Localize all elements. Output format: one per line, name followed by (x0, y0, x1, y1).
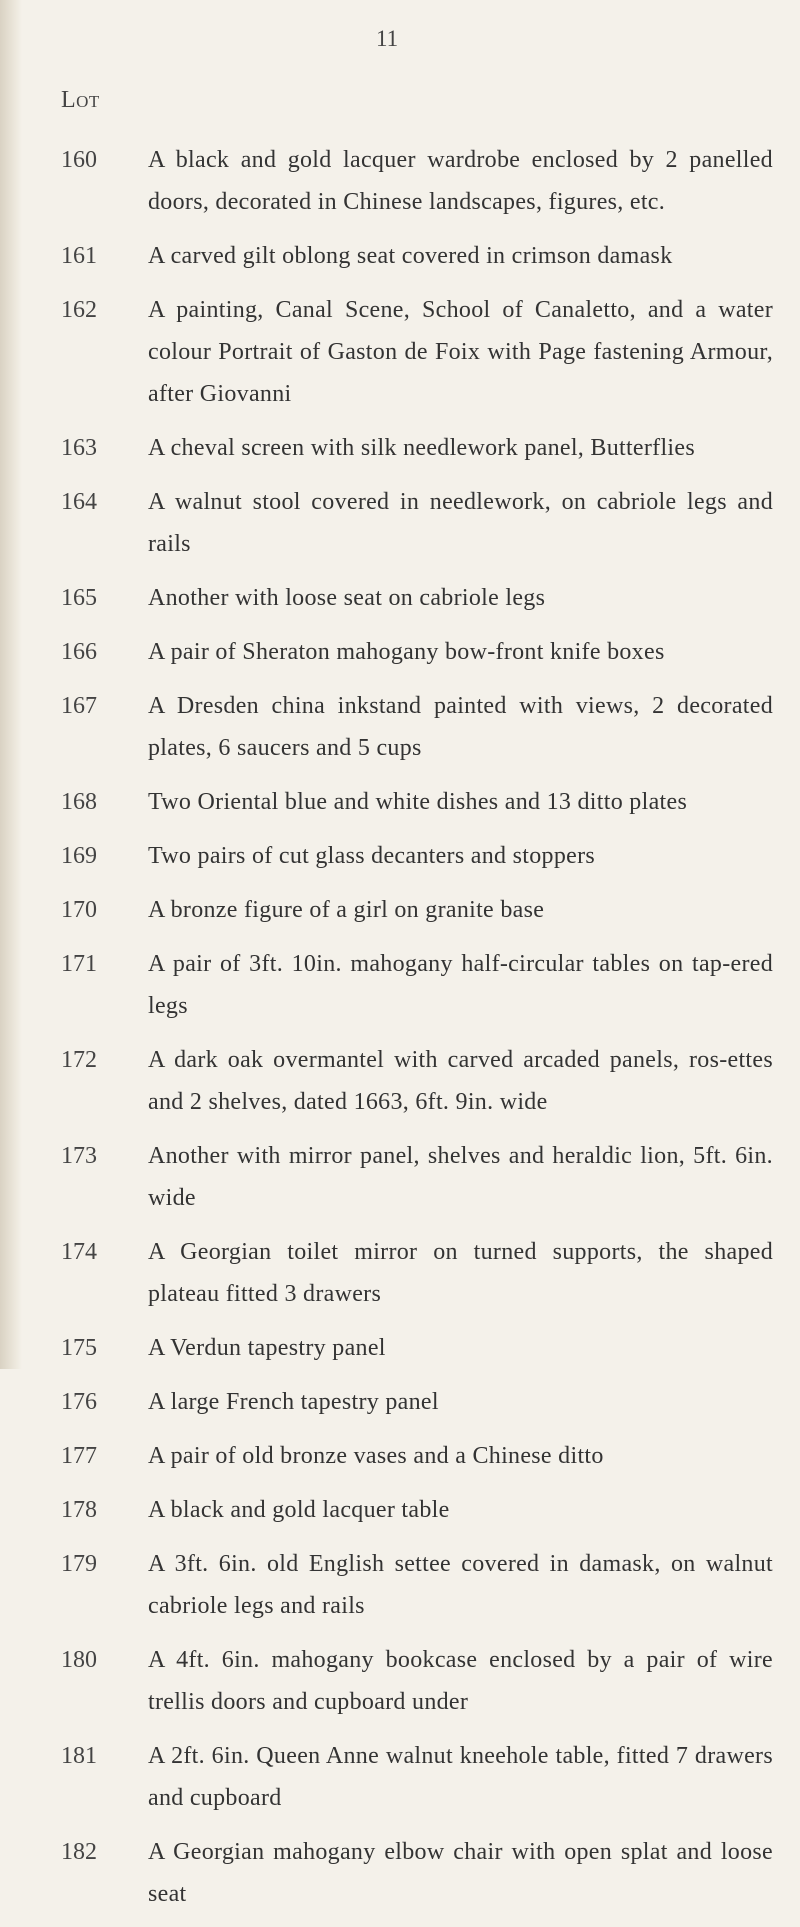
lot-entry (61, 631, 773, 673)
lot-description: A painting, Canal Scene, School of Canaletto, and a water colour Portrait of Gaston de Foix with Page fastening Armour, after Giovanni (148, 297, 773, 407)
lot-entry (61, 235, 773, 277)
lot-entry (61, 427, 773, 469)
lot-number: 181 (61, 1743, 97, 1769)
lot-number: 179 (61, 1551, 97, 1577)
lot-description: Another with loose seat on cabriole legs (148, 585, 546, 611)
lot-description: Two Oriental blue and white dishes and 13 ditto plates (148, 789, 688, 815)
lot-entry (61, 1135, 773, 1219)
lot-description: A carved gilt oblong seat covered in crimson damask (148, 243, 673, 269)
page-number: 11 (376, 26, 399, 51)
lot-description: A 4ft. 6in. mahogany bookcase enclosed by a pair of wire trellis doors and cupboard under (148, 1647, 773, 1715)
lot-description: Another with mirror panel, shelves and heraldic lion, 5ft. 6in. wide (148, 1143, 773, 1211)
lot-description: A walnut stool covered in needlework, on cabriole legs and rails (148, 489, 773, 557)
lot-description: A pair of old bronze vases and a Chinese ditto (148, 1443, 604, 1469)
lot-description: A black and gold lacquer table (148, 1497, 450, 1523)
lot-number: 162 (61, 297, 97, 323)
lot-entry (61, 685, 773, 769)
page-gutter-shadow (0, 0, 22, 1369)
lot-entry (61, 1735, 773, 1819)
lot-description: A Dresden china inkstand painted with views, 2 decorated plates, 6 saucers and 5 cups (148, 693, 773, 761)
lot-number: 175 (61, 1335, 97, 1361)
lot-description: A black and gold lacquer wardrobe enclosed by 2 panelled doors, decorated in Chinese landscapes, figures, etc. (148, 147, 773, 215)
lot-entry (61, 481, 773, 565)
lot-number: 178 (61, 1497, 97, 1523)
lot-description: Two pairs of cut glass decanters and stoppers (148, 843, 596, 869)
lot-entry (61, 1489, 773, 1531)
lot-number: 182 (61, 1839, 97, 1865)
lot-number: 163 (61, 435, 97, 461)
lot-description: A large French tapestry panel (148, 1389, 439, 1415)
lot-entry (61, 1435, 773, 1477)
lot-number: 168 (61, 789, 97, 815)
lot-entry (61, 1327, 773, 1369)
lot-number: 171 (61, 951, 97, 977)
lot-number: 174 (61, 1239, 97, 1265)
lot-list (61, 139, 773, 1927)
lot-entry (61, 835, 773, 877)
lot-number: 167 (61, 693, 97, 719)
lot-description: A Georgian toilet mirror on turned supports, the shaped plateau fitted 3 drawers (148, 1239, 773, 1307)
lot-entry (61, 1039, 773, 1123)
lot-entry (61, 781, 773, 823)
lot-description: A pair of 3ft. 10in. mahogany half-circular tables on tap-ered legs (148, 951, 773, 1019)
lot-entry (61, 1381, 773, 1423)
lot-entry (61, 289, 773, 415)
lot-column-header: Lot (61, 87, 100, 113)
lot-description: A cheval screen with silk needlework panel, Butterflies (148, 435, 695, 461)
lot-entry (61, 1831, 773, 1915)
lot-number: 160 (61, 147, 97, 173)
lot-description: A Verdun tapestry panel (148, 1335, 386, 1361)
lot-entry (61, 943, 773, 1027)
lot-entry (61, 139, 773, 223)
lot-description: A 2ft. 6in. Queen Anne walnut kneehole table, fitted 7 drawers and cupboard (148, 1743, 773, 1811)
lot-number: 170 (61, 897, 97, 923)
lot-number: 177 (61, 1443, 97, 1469)
lot-number: 165 (61, 585, 97, 611)
lot-number: 164 (61, 489, 97, 515)
lot-description: A 3ft. 6in. old English settee covered in damask, on walnut cabriole legs and rails (148, 1551, 773, 1619)
lot-number: 169 (61, 843, 97, 869)
lot-entry (61, 889, 773, 931)
lot-entry (61, 1231, 773, 1315)
lot-description: A bronze figure of a girl on granite base (148, 897, 545, 923)
lot-number: 172 (61, 1047, 97, 1073)
lot-number: 180 (61, 1647, 97, 1673)
lot-number: 166 (61, 639, 97, 665)
lot-entry (61, 1639, 773, 1723)
lot-description: A dark oak overmantel with carved arcaded panels, ros-ettes and 2 shelves, dated 1663, 6ft. 9in. wide (148, 1047, 773, 1115)
lot-description: A Georgian mahogany elbow chair with open splat and loose seat (148, 1839, 773, 1907)
lot-number: 176 (61, 1389, 97, 1415)
lot-description: A pair of Sheraton mahogany bow-front knife boxes (148, 639, 665, 665)
lot-number: 173 (61, 1143, 97, 1169)
lot-entry (61, 577, 773, 619)
lot-entry (61, 1543, 773, 1627)
lot-number: 161 (61, 243, 97, 269)
